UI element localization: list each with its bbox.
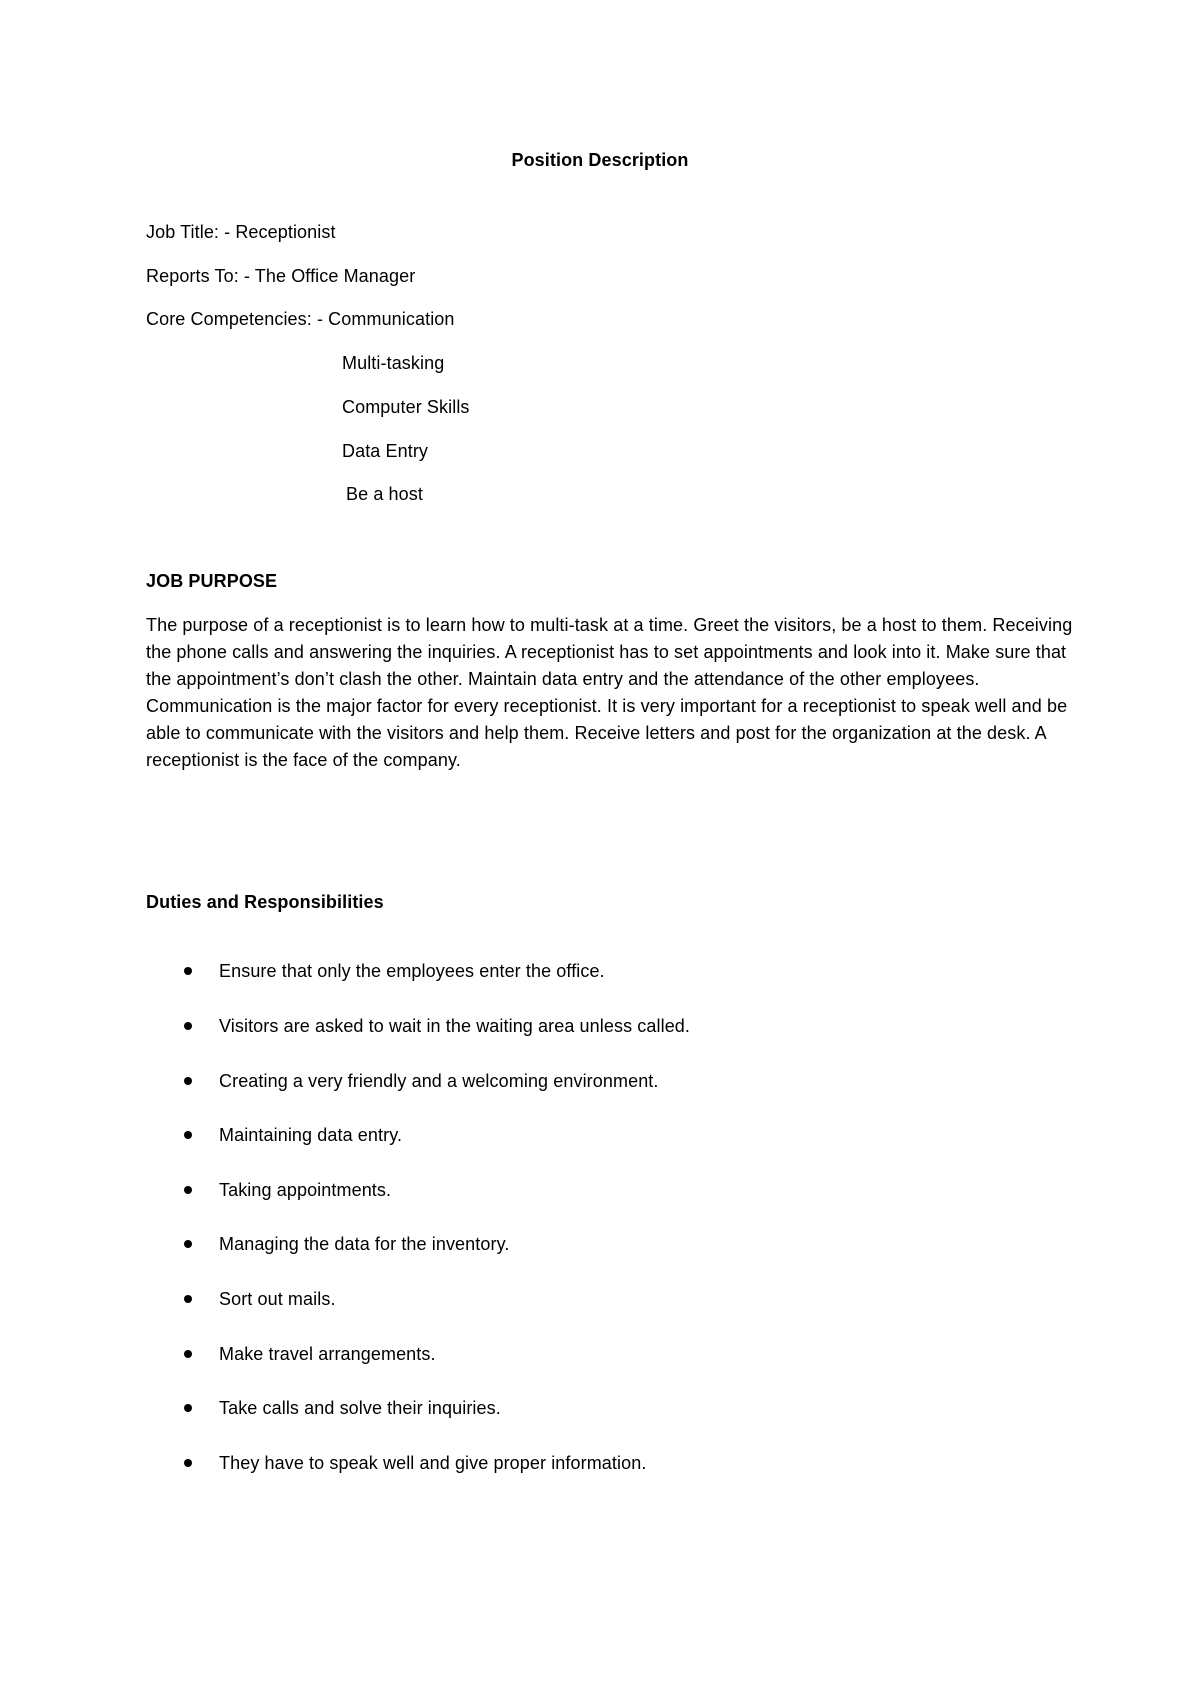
competency-item: Data Entry	[342, 441, 429, 461]
duty-text: Taking appointments.	[219, 1180, 392, 1200]
duty-text: They have to speak well and give proper information.	[219, 1453, 647, 1473]
bullet-icon	[184, 1350, 192, 1358]
job-purpose-heading: JOB PURPOSE	[146, 571, 278, 591]
bullet-icon	[184, 1459, 192, 1467]
bullet-icon	[184, 967, 192, 975]
competency-item: Be a host	[346, 484, 423, 504]
bullet-icon	[184, 1186, 192, 1194]
bullet-icon	[184, 1404, 192, 1412]
competency-item: Computer Skills	[342, 397, 470, 417]
job-purpose-paragraph: The purpose of a receptionist is to learn how to multi-task at a time. Greet the visitors, be a host to them. Receiving the phone calls and answering the inquiries. A receptionist has to set appointments and look into it. Make sure that the appointment’s don’t clash the other. Maintain data entry and the attendance of the other employees. Communication is the major factor for every receptionist. It is very important for a receptionist to speak well and be able to communicate with the visitors and help them. Receive letters and post for the organization at the desk. A receptionist is the face of the company.	[146, 615, 1073, 770]
duty-text: Creating a very friendly and a welcoming environment.	[219, 1071, 659, 1091]
duty-text: Visitors are asked to wait in the waiting area unless called.	[219, 1016, 691, 1036]
duty-text: Managing the data for the inventory.	[219, 1234, 510, 1254]
job-title-line: Job Title: - Receptionist	[146, 222, 336, 242]
duty-text: Take calls and solve their inquiries.	[219, 1398, 501, 1418]
document-title: Position Description	[511, 150, 689, 170]
bullet-icon	[184, 1077, 192, 1085]
bullet-icon	[184, 1240, 192, 1248]
bullet-icon	[184, 1295, 192, 1303]
duties-heading: Duties and Responsibilities	[146, 892, 384, 912]
bullet-icon	[184, 1022, 192, 1030]
bullet-icon	[184, 1131, 192, 1139]
duty-text: Make travel arrangements.	[219, 1344, 436, 1364]
core-competencies-line: Core Competencies: - Communication	[146, 309, 455, 329]
competency-item: Multi-tasking	[342, 353, 445, 373]
duty-text: Sort out mails.	[219, 1289, 336, 1309]
duty-text: Maintaining data entry.	[219, 1125, 403, 1145]
duty-text: Ensure that only the employees enter the office.	[219, 961, 605, 981]
reports-to-line: Reports To: - The Office Manager	[146, 266, 416, 286]
